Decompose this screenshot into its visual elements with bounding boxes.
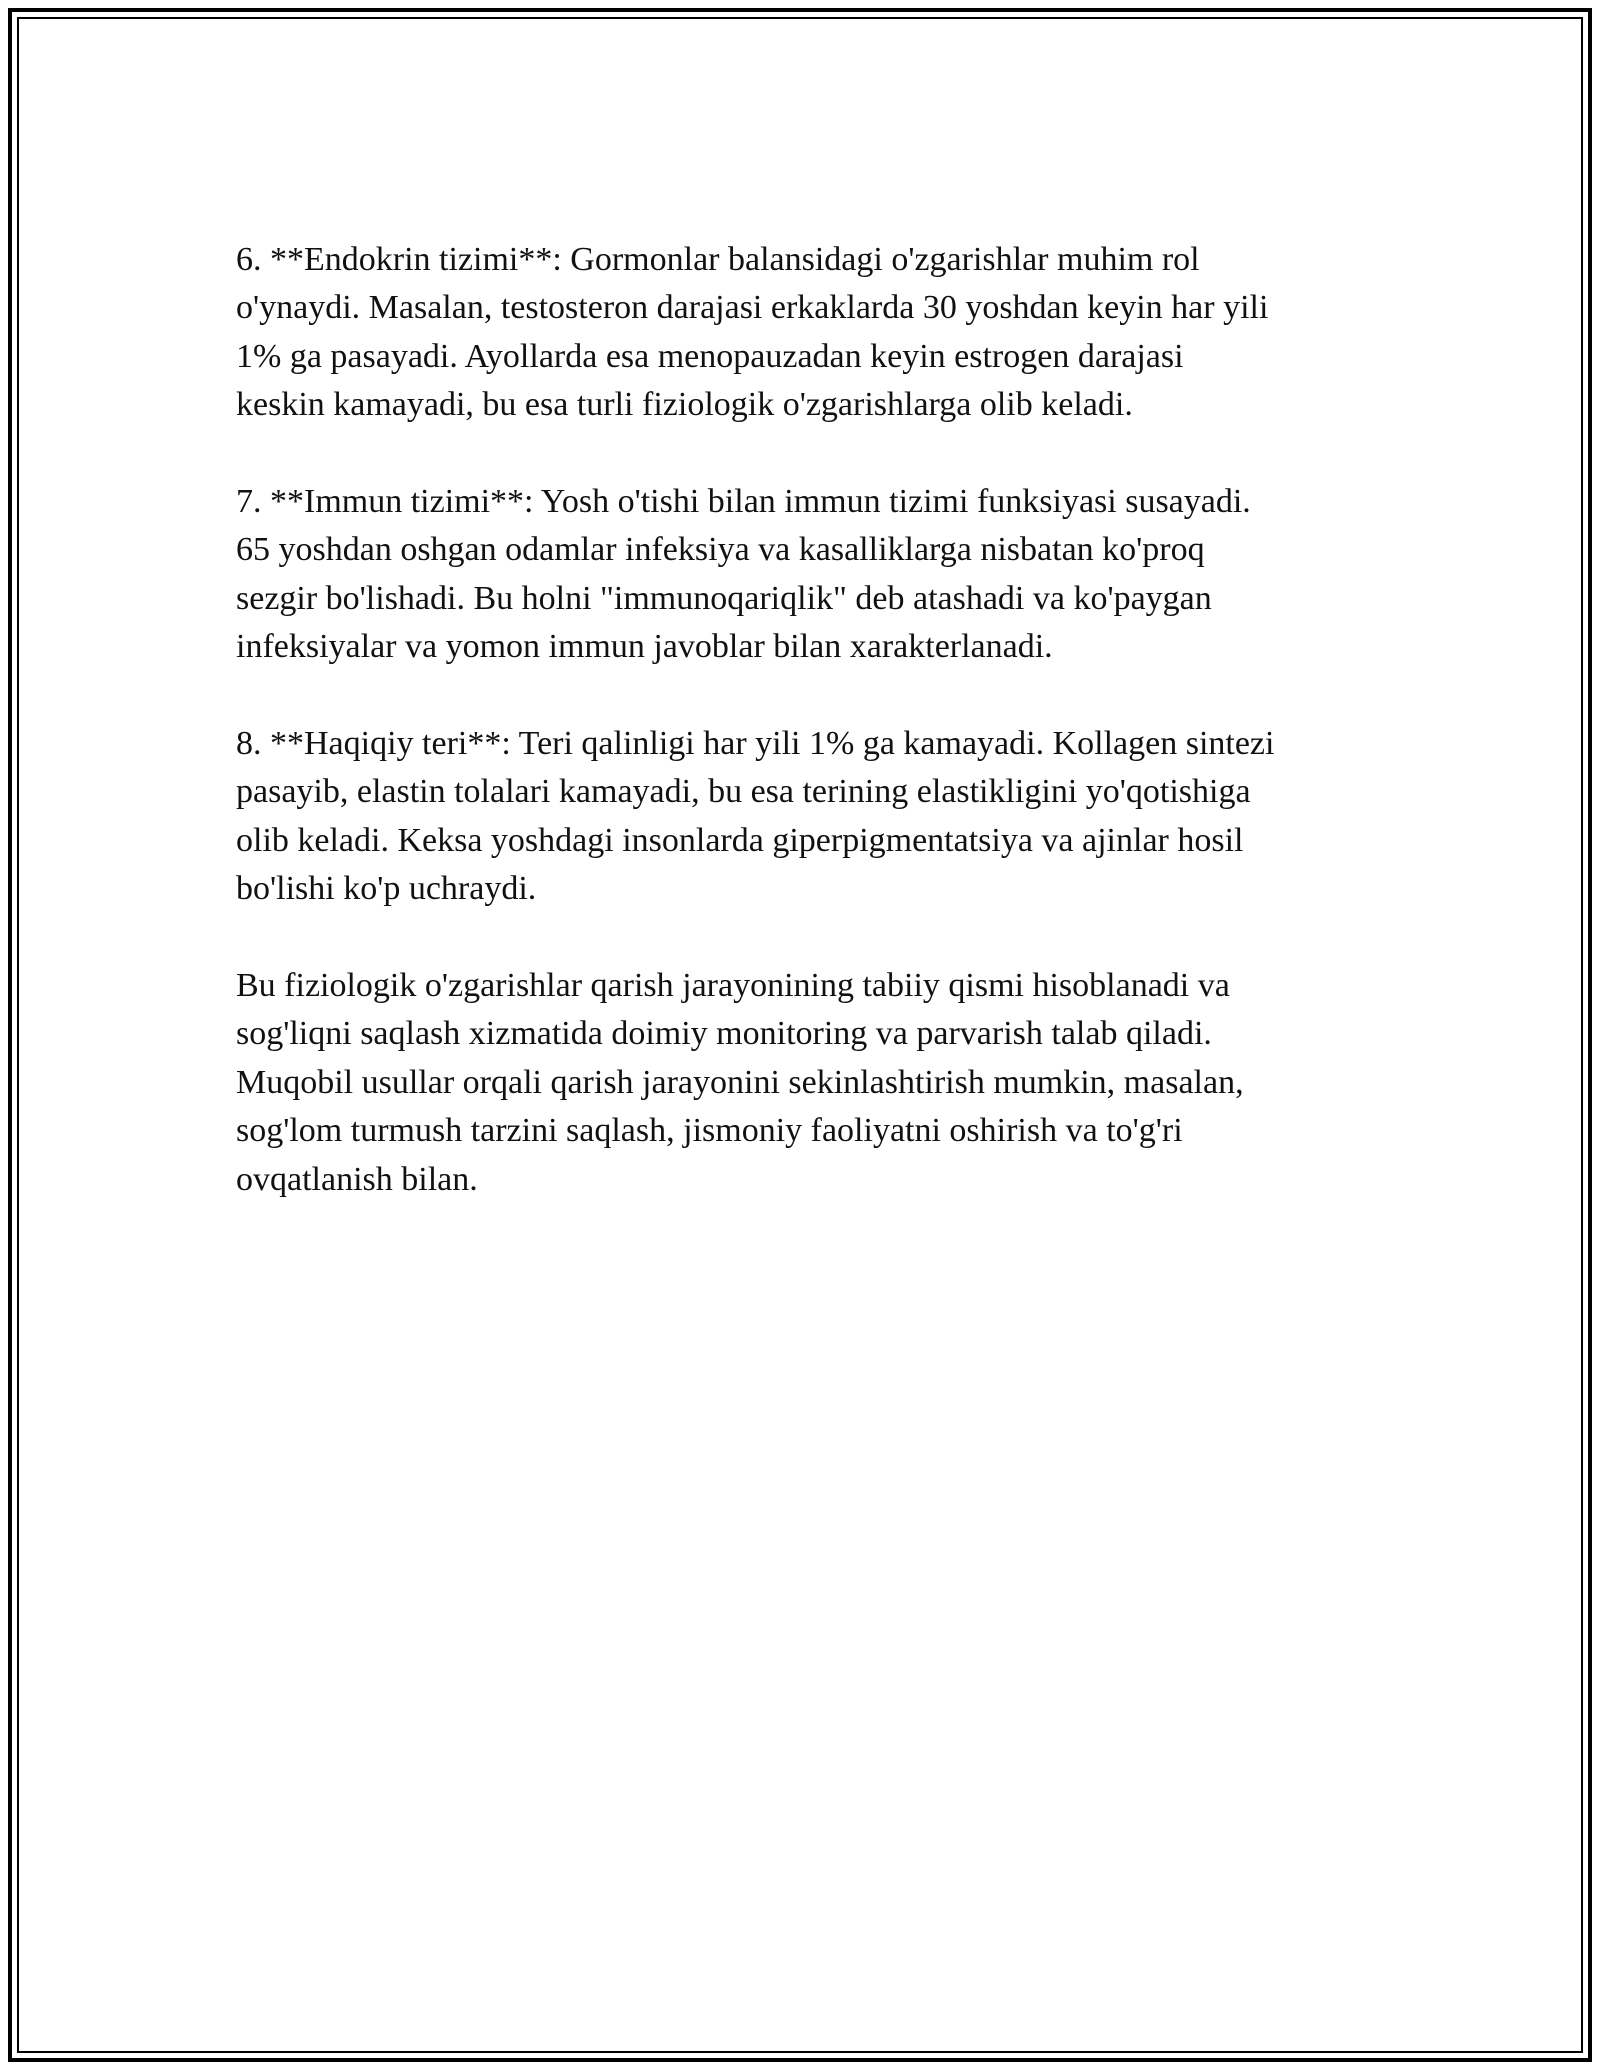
paragraph-conclusion: Bu fiziologik o'zgarishlar qarish jarayonining tabiiy qismi hisoblanadi va sog'liqni saqlash xizmatida doimiy monitoring va parvarish talab qiladi. Muqobil usullar orqali qarish jarayonini sekinlashtirish mumkin, masalan, sog'lom turmush tarzini saqlash, jismoniy faoliyatni oshirish va to'g'ri ovqatlanish bilan. (236, 967, 1244, 1198)
paragraph-haqiqiy-teri: 8. **Haqiqiy teri**: Teri qalinligi har yili 1% ga kamayadi. Kollagen sintezi pasayib, elastin tolalari kamayadi, bu esa terining elastikligini yo'qotishiga olib keladi. Keksa yoshdagi insonlarda giperpigmentatsiya va ajinlar hosil bo'lishi ko'p uchraydi. (236, 725, 1275, 908)
paragraph-endokrin-tizimi: 6. **Endokrin tizimi**: Gormonlar balansidagi o'zgarishlar muhim rol o'ynaydi. Masalan, testosteron darajasi erkaklarda 30 yoshdan keyin har yili 1% ga pasayadi. Ayollarda esa menopauzadan keyin estrogen darajasi keskin kamayadi, bu esa turli fiziologik o'zgarishlarga olib keladi. (236, 241, 1269, 424)
document-body (236, 236, 1396, 1252)
paragraph-immun-tizimi: 7. **Immun tizimi**: Yosh o'tishi bilan immun tizimi funksiyasi susayadi. 65 yoshdan oshgan odamlar infeksiya va kasalliklarga nisbatan ko'proq sezgir bo'lishadi. Bu holni "immunoqariqlik" deb atashadi va ko'paygan infeksiyalar va yomon immun javoblar bilan xarakterlanadi. (236, 483, 1251, 666)
